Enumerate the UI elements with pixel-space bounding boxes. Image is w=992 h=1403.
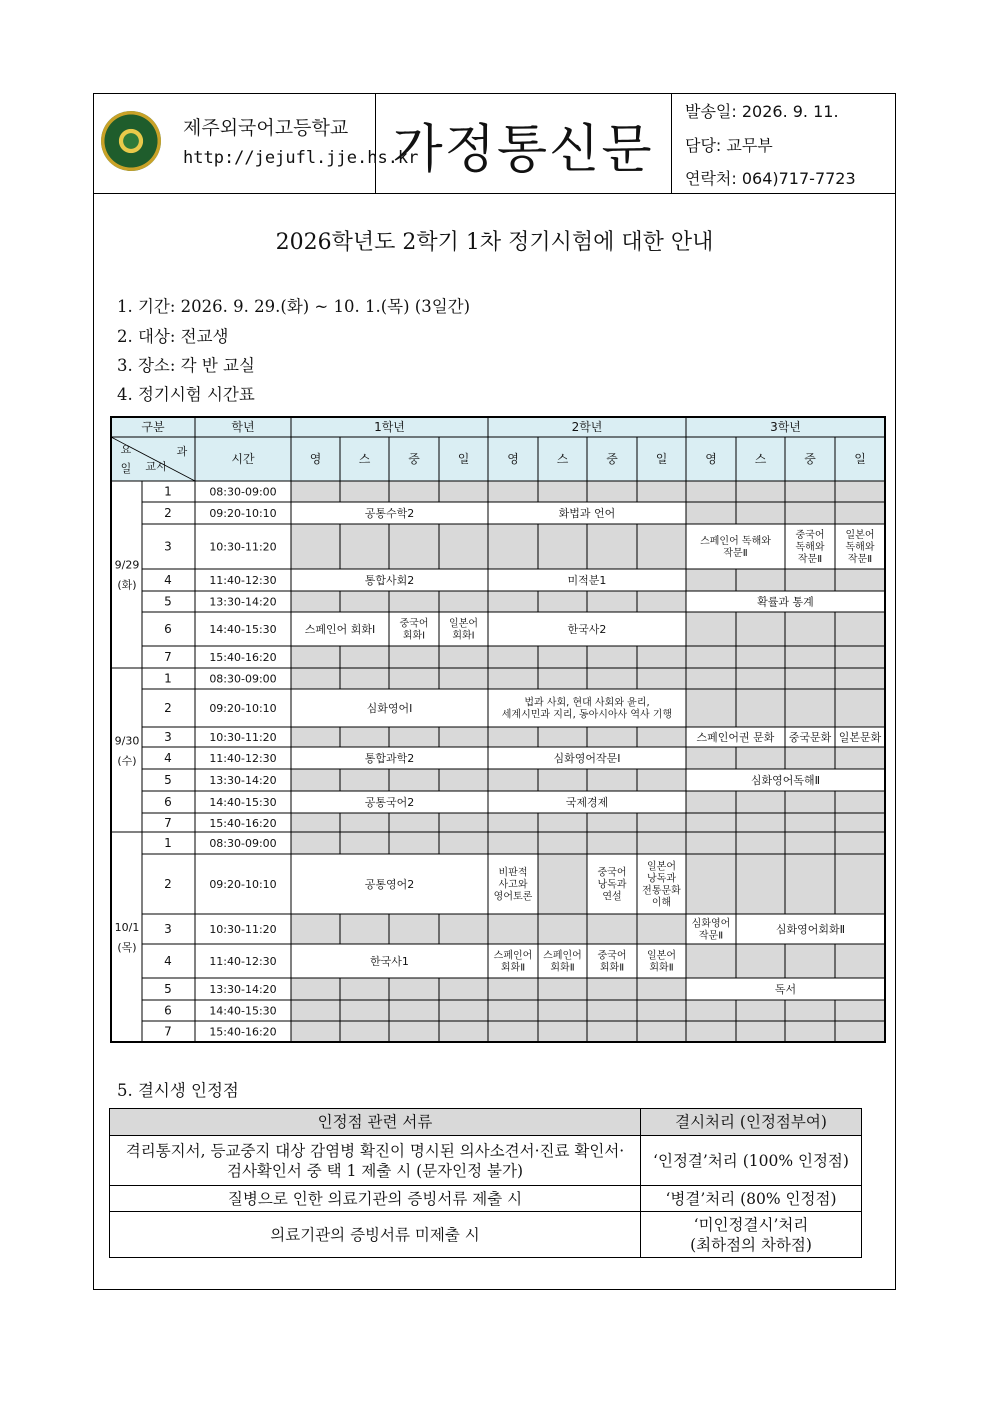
absence-header-row	[110, 1109, 862, 1136]
empty-cell	[637, 832, 686, 854]
empty-cell	[637, 591, 686, 612]
exam-subject: 일본문화	[838, 730, 882, 744]
empty-cell	[637, 1021, 686, 1042]
empty-cell	[587, 769, 637, 791]
empty-cell	[736, 854, 785, 914]
empty-cell	[686, 1021, 736, 1042]
exam-subject: 한국사1	[370, 954, 409, 968]
empty-cell	[389, 481, 439, 502]
empty-cell	[439, 668, 488, 689]
empty-cell	[785, 689, 835, 727]
empty-cell	[686, 832, 736, 854]
day-cell	[111, 668, 142, 833]
empty-cell	[389, 769, 439, 791]
empty-cell	[686, 612, 736, 646]
day-cell	[111, 832, 142, 1042]
time-slot: 13:30-14:20	[209, 773, 277, 787]
empty-cell	[439, 727, 488, 747]
empty-cell	[785, 502, 835, 524]
empty-cell	[389, 524, 439, 569]
time-slot: 15:40-16:20	[209, 1025, 277, 1039]
empty-cell	[686, 569, 736, 591]
time-slot: 10:30-11:20	[209, 730, 277, 744]
exam-subject: 법과 사회, 현대 사회와 윤리, 세계시민과 지리, 동아시아사 역사 기행	[501, 697, 673, 721]
empty-cell	[291, 832, 340, 854]
empty-cell	[389, 668, 439, 689]
empty-cell	[538, 524, 587, 569]
period-number: 4	[164, 573, 172, 588]
empty-cell	[439, 813, 488, 833]
empty-cell	[785, 944, 835, 978]
empty-cell	[785, 813, 835, 833]
empty-cell	[389, 1000, 439, 1021]
time-slot: 11:40-12:30	[209, 954, 277, 968]
empty-cell	[340, 524, 389, 569]
empty-cell	[587, 668, 637, 689]
empty-cell	[488, 591, 538, 612]
empty-cell	[340, 668, 389, 689]
period-number: 5	[164, 773, 172, 788]
exam-subject: 일본어 낭독과 전통문화 이해	[642, 861, 681, 909]
empty-cell	[439, 646, 488, 668]
exam-subject: 스페인어 회화Ⅱ	[543, 950, 582, 974]
empty-cell	[340, 813, 389, 833]
day-date: 9/29	[114, 558, 140, 572]
absence-result: ‘인정결’처리 (100% 인정점)	[641, 1136, 862, 1186]
exam-subject: 통합사회2	[364, 573, 415, 587]
empty-cell	[637, 727, 686, 747]
empty-cell	[291, 646, 340, 668]
grade-header: 1학년	[374, 420, 405, 435]
empty-cell	[835, 646, 885, 668]
empty-cell	[340, 591, 389, 612]
empty-cell	[686, 646, 736, 668]
time-slot: 10:30-11:20	[209, 922, 277, 936]
exam-subject: 미적분1	[567, 573, 607, 587]
time-slot: 09:20-10:10	[209, 701, 277, 715]
empty-cell	[488, 1000, 538, 1021]
exam-subject: 일본어 독해와 작문Ⅱ	[845, 530, 875, 565]
time-slot: 08:30-09:00	[209, 672, 277, 686]
lang-header: 스	[754, 452, 767, 467]
exam-subject: 심화영어 작문Ⅱ	[691, 918, 731, 942]
period-number: 1	[164, 671, 172, 686]
empty-cell	[637, 668, 686, 689]
empty-cell	[439, 769, 488, 791]
newsletter-title: 가정통신문	[392, 120, 654, 180]
empty-cell	[587, 481, 637, 502]
exam-subject: 스페인어 회화Ⅰ	[304, 622, 376, 636]
period-number: 7	[164, 816, 172, 831]
empty-cell	[291, 1021, 340, 1042]
empty-cell	[389, 1021, 439, 1042]
empty-cell	[736, 813, 785, 833]
empty-cell	[785, 854, 835, 914]
header-gubun: 구분	[141, 420, 165, 435]
empty-cell	[637, 914, 686, 944]
time-slot: 08:30-09:00	[209, 485, 277, 499]
empty-cell	[587, 524, 637, 569]
empty-cell	[538, 591, 587, 612]
exam-subject: 심화영어회화Ⅱ	[775, 922, 846, 936]
empty-cell	[538, 668, 587, 689]
school-url[interactable]: http://jejufl.jje.hs.kr	[183, 148, 419, 168]
empty-cell	[686, 481, 736, 502]
header-day-b: 일	[120, 461, 132, 475]
period-number: 2	[164, 877, 172, 892]
time-slot: 14:40-15:30	[209, 795, 277, 809]
empty-cell	[686, 502, 736, 524]
empty-cell	[389, 832, 439, 854]
empty-cell	[439, 591, 488, 612]
empty-cell	[736, 944, 785, 978]
empty-cell	[835, 502, 885, 524]
empty-cell	[439, 832, 488, 854]
lang-header: 중	[606, 452, 618, 467]
empty-cell	[340, 832, 389, 854]
empty-cell	[637, 646, 686, 668]
empty-cell	[835, 944, 885, 978]
empty-cell	[389, 646, 439, 668]
empty-cell	[587, 646, 637, 668]
empty-cell	[389, 978, 439, 1000]
sent-date: 발송일: 2026. 9. 11.	[685, 102, 839, 121]
exam-subject: 통합과학2	[364, 751, 415, 765]
exam-subject: 공통영어2	[364, 877, 415, 891]
empty-cell	[686, 813, 736, 833]
period-number: 4	[164, 751, 172, 766]
empty-cell	[291, 813, 340, 833]
time-slot: 11:40-12:30	[209, 751, 277, 765]
info-timetable: 4. 정기시험 시간표	[117, 385, 255, 404]
empty-cell	[587, 978, 637, 1000]
period-number: 3	[164, 730, 172, 745]
empty-cell	[488, 769, 538, 791]
empty-cell	[835, 1021, 885, 1042]
lang-header: 영	[705, 452, 717, 467]
empty-cell	[785, 646, 835, 668]
empty-cell	[488, 1021, 538, 1042]
empty-cell	[736, 832, 785, 854]
period-number: 1	[164, 484, 172, 499]
empty-cell	[340, 1021, 389, 1042]
exam-subject: 확률과 통계	[757, 595, 814, 609]
time-slot: 13:30-14:20	[209, 595, 277, 609]
day-cell	[111, 481, 142, 668]
absence-result: ‘미인정결시’처리 (최하점의 차하점)	[641, 1212, 862, 1258]
empty-cell	[291, 1000, 340, 1021]
empty-cell	[785, 1021, 835, 1042]
empty-cell	[587, 813, 637, 833]
empty-cell	[389, 727, 439, 747]
empty-cell	[538, 769, 587, 791]
exam-subject: 일본어 회화Ⅰ	[449, 618, 478, 642]
empty-cell	[587, 1000, 637, 1021]
empty-cell	[686, 1000, 736, 1021]
empty-cell	[736, 791, 785, 813]
empty-cell	[785, 612, 835, 646]
time-slot: 10:30-11:20	[209, 540, 277, 554]
period-number: 6	[164, 795, 172, 810]
header-period: 교시	[145, 459, 167, 473]
absence-col-doc: 인정점 관련 서류	[110, 1109, 641, 1136]
empty-cell	[835, 791, 885, 813]
empty-cell	[835, 1000, 885, 1021]
empty-cell	[785, 668, 835, 689]
time-slot: 15:40-16:20	[209, 650, 277, 664]
empty-cell	[686, 944, 736, 978]
department: 담당: 교무부	[685, 136, 773, 155]
empty-cell	[538, 1000, 587, 1021]
period-number: 2	[164, 701, 172, 716]
empty-cell	[538, 832, 587, 854]
period-number: 6	[164, 1003, 172, 1018]
lang-header: 일	[457, 452, 470, 467]
document-title: 2026학년도 2학기 1차 정기시험에 대한 안내	[275, 230, 714, 255]
header-subject: 과	[176, 444, 188, 458]
lang-header: 중	[804, 452, 816, 467]
empty-cell	[785, 569, 835, 591]
empty-cell	[736, 612, 785, 646]
time-slot: 14:40-15:30	[209, 1004, 277, 1018]
empty-cell	[835, 481, 885, 502]
empty-cell	[686, 668, 736, 689]
lang-header: 스	[556, 452, 569, 467]
empty-cell	[340, 769, 389, 791]
empty-cell	[637, 524, 686, 569]
empty-cell	[538, 481, 587, 502]
empty-cell	[538, 727, 587, 747]
header-day-a: 요	[120, 442, 132, 456]
empty-cell	[439, 524, 488, 569]
empty-cell	[736, 668, 785, 689]
absence-result: ‘병결’처리 (80% 인정점)	[641, 1186, 862, 1212]
empty-cell	[291, 524, 340, 569]
empty-cell	[340, 646, 389, 668]
empty-cell	[488, 978, 538, 1000]
empty-cell	[835, 832, 885, 854]
empty-cell	[538, 646, 587, 668]
exam-subject: 중국어 독해와 작문Ⅱ	[795, 530, 825, 565]
day-dow: (목)	[117, 940, 137, 954]
empty-cell	[736, 502, 785, 524]
empty-cell	[439, 481, 488, 502]
empty-cell	[587, 914, 637, 944]
absence-table	[109, 1108, 862, 1258]
exam-subject: 한국사2	[567, 622, 607, 636]
empty-cell	[488, 668, 538, 689]
empty-cell	[736, 747, 785, 769]
empty-cell	[587, 727, 637, 747]
empty-cell	[686, 854, 736, 914]
exam-subject: 중국어 회화Ⅰ	[399, 618, 429, 642]
exam-subject: 심화영어작문Ⅰ	[553, 751, 621, 765]
grade-header: 3학년	[770, 420, 801, 435]
day-dow: (수)	[117, 754, 137, 768]
contact: 연락처: 064)717-7723	[685, 169, 856, 188]
lang-header: 영	[309, 452, 322, 467]
absence-row	[110, 1212, 862, 1258]
empty-cell	[736, 569, 785, 591]
period-number: 7	[164, 650, 172, 665]
empty-cell	[736, 481, 785, 502]
info-period: 1. 기간: 2026. 9. 29.(화) ~ 10. 1.(목) (3일간)	[117, 297, 471, 316]
exam-subject: 심화영어Ⅰ	[366, 701, 413, 715]
empty-cell	[340, 481, 389, 502]
exam-subject: 국제경제	[565, 795, 609, 809]
empty-cell	[637, 813, 686, 833]
empty-cell	[785, 791, 835, 813]
lang-header: 스	[358, 452, 371, 467]
empty-cell	[538, 1021, 587, 1042]
period-number: 7	[164, 1024, 172, 1039]
exam-subject: 스페인어권 문화	[696, 730, 775, 744]
empty-cell	[686, 689, 736, 727]
exam-subject: 화법과 언어	[558, 506, 616, 520]
empty-cell	[587, 591, 637, 612]
exam-subject: 공통수학2	[364, 506, 415, 520]
empty-cell	[488, 914, 538, 944]
empty-cell	[389, 914, 439, 944]
absence-row	[110, 1186, 862, 1212]
header-grade: 학년	[231, 420, 255, 435]
time-slot: 13:30-14:20	[209, 982, 277, 996]
empty-cell	[835, 569, 885, 591]
empty-cell	[488, 813, 538, 833]
empty-cell	[291, 727, 340, 747]
grade-header: 2학년	[571, 420, 603, 435]
empty-cell	[439, 1021, 488, 1042]
absence-row	[110, 1136, 862, 1186]
empty-cell	[488, 646, 538, 668]
empty-cell	[637, 978, 686, 1000]
empty-cell	[587, 1021, 637, 1042]
empty-cell	[835, 612, 885, 646]
info-place: 3. 장소: 각 반 교실	[117, 356, 255, 375]
empty-cell	[389, 591, 439, 612]
empty-cell	[736, 646, 785, 668]
empty-cell	[835, 813, 885, 833]
period-number: 3	[164, 922, 172, 937]
empty-cell	[291, 591, 340, 612]
period-number: 6	[164, 622, 172, 637]
empty-cell	[488, 727, 538, 747]
absence-title: 5. 결시생 인정점	[117, 1081, 239, 1100]
exam-subject: 심화영어독해Ⅱ	[750, 773, 821, 787]
header-time: 시간	[231, 452, 255, 467]
empty-cell	[291, 978, 340, 1000]
info-target: 2. 대상: 전교생	[117, 327, 229, 346]
exam-subject: 일본어 회화Ⅱ	[647, 950, 676, 974]
time-slot: 14:40-15:30	[209, 622, 277, 636]
empty-cell	[340, 978, 389, 1000]
empty-cell	[785, 1000, 835, 1021]
empty-cell	[340, 1000, 389, 1021]
time-slot: 09:20-10:10	[209, 506, 277, 520]
empty-cell	[785, 481, 835, 502]
empty-cell	[439, 1000, 488, 1021]
empty-cell	[736, 689, 785, 727]
absence-doc: 질병으로 인한 의료기관의 증빙서류 제출 시	[110, 1186, 641, 1212]
absence-doc: 의료기관의 증빙서류 미제출 시	[110, 1212, 641, 1258]
time-slot: 11:40-12:30	[209, 573, 277, 587]
empty-cell	[291, 914, 340, 944]
empty-cell	[538, 914, 587, 944]
empty-cell	[686, 747, 736, 769]
lang-header: 중	[408, 452, 420, 467]
empty-cell	[587, 832, 637, 854]
empty-cell	[637, 481, 686, 502]
empty-cell	[736, 1000, 785, 1021]
time-slot: 15:40-16:20	[209, 816, 277, 830]
lang-header: 일	[655, 452, 668, 467]
empty-cell	[835, 747, 885, 769]
empty-cell	[291, 481, 340, 502]
empty-cell	[785, 747, 835, 769]
period-number: 5	[164, 982, 172, 997]
exam-subject: 공통국어2	[364, 795, 415, 809]
empty-cell	[439, 978, 488, 1000]
time-slot: 09:20-10:10	[209, 877, 277, 891]
lang-header: 영	[507, 452, 519, 467]
empty-cell	[686, 791, 736, 813]
empty-cell	[637, 1000, 686, 1021]
school-name: 제주외국어고등학교	[183, 117, 349, 139]
empty-cell	[340, 727, 389, 747]
exam-subject: 중국어 회화Ⅱ	[597, 950, 627, 974]
absence-doc: 격리통지서, 등교중지 대상 감염병 확진이 명시된 의사소견서·진료 확인서· 검사확인서 중 택 1 제출 시 (문자인정 불가)	[110, 1136, 641, 1186]
period-number: 2	[164, 506, 172, 521]
empty-cell	[488, 524, 538, 569]
absence-col-result: 결시처리 (인정점부여)	[641, 1109, 862, 1136]
empty-cell	[291, 769, 340, 791]
empty-cell	[538, 813, 587, 833]
empty-cell	[488, 832, 538, 854]
empty-cell	[835, 668, 885, 689]
day-date: 10/1	[114, 920, 140, 934]
empty-cell	[835, 854, 885, 914]
time-slot: 08:30-09:00	[209, 836, 277, 850]
period-number: 3	[164, 539, 172, 554]
empty-cell	[538, 854, 587, 914]
empty-cell	[637, 769, 686, 791]
empty-cell	[488, 481, 538, 502]
exam-subject: 중국문화	[788, 730, 832, 744]
empty-cell	[785, 832, 835, 854]
day-dow: (화)	[117, 578, 137, 592]
empty-cell	[291, 668, 340, 689]
empty-cell	[538, 978, 587, 1000]
empty-cell	[389, 813, 439, 833]
exam-subject: 독서	[774, 982, 797, 996]
empty-cell	[340, 914, 389, 944]
exam-subject: 스페인어 회화Ⅱ	[493, 950, 533, 974]
empty-cell	[439, 914, 488, 944]
exam-subject: 비판적 사고와 영어토론	[493, 867, 533, 903]
period-number: 1	[164, 836, 172, 851]
period-number: 4	[164, 954, 172, 969]
period-number: 5	[164, 594, 172, 609]
lang-header: 일	[854, 452, 866, 467]
exam-subject: 중국어 낭독과 연설	[597, 867, 627, 903]
empty-cell	[736, 1021, 785, 1042]
empty-cell	[835, 689, 885, 727]
exam-subject: 스페인어 독해와 작문Ⅱ	[700, 536, 771, 559]
day-date: 9/30	[114, 734, 140, 748]
